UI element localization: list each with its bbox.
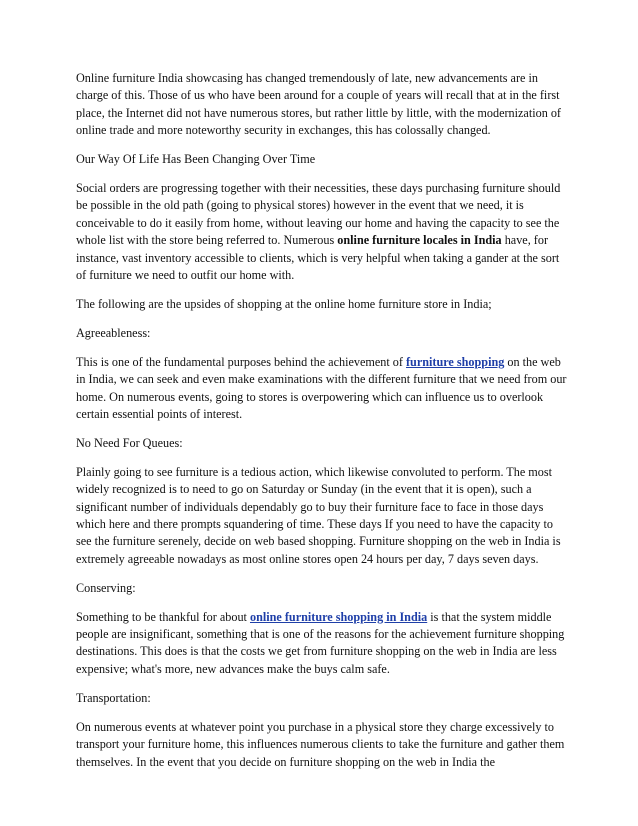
paragraph-text: on the web in India, we can seek and even make examinations with the different furniture that we need from our home. On numerous events, going to stores is overpowering which can influence us to overlook certain essential points of interest. [76,354,567,421]
paragraph-text: have, for instance, vast inventory accessible to clients, which is very helpful when taking a gander at the sort of furniture we need to outfit our home with. [76,233,560,283]
bold-phrase: online furniture locales in India [337,233,502,248]
paragraph-no-queues: Plainly going to see furniture is a tedious action, which likewise convoluted to perform. The most widely recognized is to need to go on Saturday or Sunday (in the event that it is open), such a significant number of individuals dependably go to buy their furniture face to face in those days which here and there prompts squandering of time. These days If you need to have the capacity to see the furniture serenely, decide on web based shopping. Furniture shopping on the web in India is extremely agreeable nowadays as most online stores open 24 hours per day, 7 days seven days. [76,464,561,566]
paragraph-agreeableness [76,354,568,424]
heading-no-queues: No Need For Queues: [76,435,183,450]
heading-agreeableness: Agreeableness: [76,325,151,340]
paragraph-text: is that the system middle people are insignificant, something that is one of the reasons for the achievement furniture shopping destinations. This does is that the costs we get from furniture shopping on the web in India are less expensive; what's more, new advances make the buys calm safe. [76,609,565,676]
paragraph-text: Social orders are progressing together with their necessities, these days purchasing furniture should be possible in the old path (going to physical stores) however in the event that we need, it is conceivable to do it easily from home, without leaving our home and having the capacity to see the whole list with the store being referred to. Numerous [76,181,561,248]
heading-transportation: Transportation: [76,690,151,705]
heading-way-of-life: Our Way Of Life Has Been Changing Over Time [76,152,316,167]
paragraph-intro: Online furniture India showcasing has changed tremendously of late, new advancements are in charge of this. Those of us who have been around for a couple of years will recall that at in the first place, the Internet did not have numerous stores, but rather little by little, with the modernization of online trade and more noteworthy security in exchanges, this has colossally changed. [76,71,561,138]
link-furniture-shopping[interactable]: furniture shopping [406,354,505,369]
link-online-furniture-shopping-india[interactable]: online furniture shopping in India [249,609,428,624]
paragraph-text: This is one of the fundamental purposes behind the achievement of [76,354,406,369]
paragraph-text: Something to be thankful for about [76,609,250,624]
paragraph-social-orders [76,180,568,284]
heading-conserving: Conserving: [76,580,136,595]
paragraph-upsides: The following are the upsides of shopping at the online home furniture store in India; [76,296,492,311]
paragraph-transportation: On numerous events at whatever point you purchase in a physical store they charge excessively to transport your furniture home, this influences numerous clients to take the furniture and gather them themselves. In the event that you decide on furniture shopping on the web in India the [76,719,565,769]
paragraph-conserving [76,609,568,679]
